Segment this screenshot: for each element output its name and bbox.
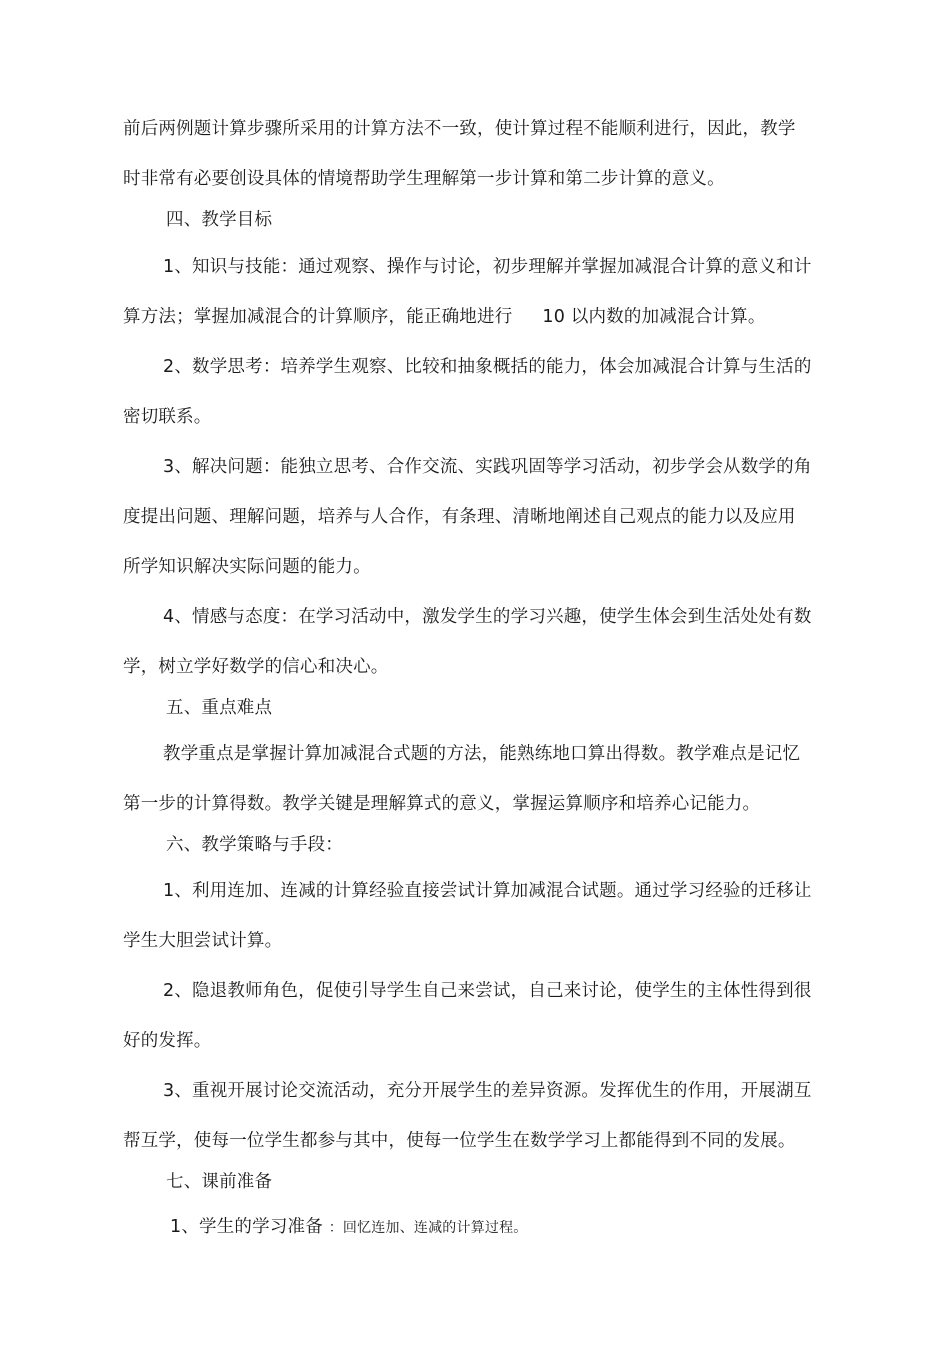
paragraph-line: 学生大胆尝试计算。: [123, 931, 283, 951]
paragraph-line: 1、利用连加、连减的计算经验直接尝试计算加减混合试题。通过学习经验的迁移让: [163, 881, 812, 901]
paragraph-line: 时非常有必要创设具体的情境帮助学生理解第一步计算和第二步计算的意义。: [123, 169, 725, 189]
paragraph-text: 10 以内数的加减混合计算。: [542, 307, 766, 327]
paragraph-line: 前后两例题计算步骤所采用的计算方法不一致，使计算过程不能顺利进行，因此，教学: [123, 119, 796, 139]
paragraph-line: 所学知识解决实际问题的能力。: [123, 557, 371, 577]
paragraph-line: 帮互学，使每一位学生都参与其中，使每一位学生在数学学习上都能得到不同的发展。: [123, 1131, 796, 1151]
paragraph-line: 第一步的计算得数。教学关键是理解算式的意义，掌握运算顺序和培养心记能力。: [123, 794, 761, 814]
paragraph-line: 学，树立学好数学的信心和决心。: [123, 657, 389, 677]
paragraph-line: 好的发挥。: [123, 1031, 212, 1051]
paragraph-line: [123, 305, 766, 329]
paragraph-text: 1、学生的学习准备: [170, 1217, 323, 1237]
paragraph-line: 1、知识与技能：通过观察、操作与讨论，初步理解并掌握加减混合计算的意义和计: [163, 257, 812, 277]
section-heading: 七、课前准备: [166, 1172, 273, 1192]
paragraph-line: 度提出问题、理解问题，培养与人合作，有条理、清晰地阐述自己观点的能力以及应用: [123, 507, 796, 527]
paragraph-line: 密切联系。: [123, 407, 212, 427]
paragraph-line: [170, 1215, 528, 1240]
paragraph-line: 2、隐退教师角色，促使引导学生自己来尝试，自己来讨论，使学生的主体性得到很: [163, 981, 812, 1001]
paragraph-text: 算方法；掌握加减混合的计算顺序，能正确地进行: [123, 307, 513, 327]
paragraph-line: 3、解决问题：能独立思考、合作交流、实践巩固等学习活动，初步学会从数学的角: [163, 457, 812, 477]
section-heading: 五、重点难点: [166, 698, 273, 718]
paragraph-line: 2、数学思考：培养学生观察、比较和抽象概括的能力，体会加减混合计算与生活的: [163, 357, 812, 377]
paragraph-text: ：回忆连加、连减的计算过程。: [328, 1220, 528, 1236]
paragraph-line: 4、情感与态度：在学习活动中，激发学生的学习兴趣，使学生体会到生活处处有数: [163, 607, 812, 627]
section-heading: 四、教学目标: [166, 210, 273, 230]
paragraph-line: 教学重点是掌握计算加减混合式题的方法，能熟练地口算出得数。教学难点是记忆: [163, 744, 801, 764]
paragraph-line: 3、重视开展讨论交流活动，充分开展学生的差异资源。发挥优生的作用，开展湖互: [163, 1081, 812, 1101]
section-heading: 六、教学策略与手段：: [166, 835, 343, 855]
